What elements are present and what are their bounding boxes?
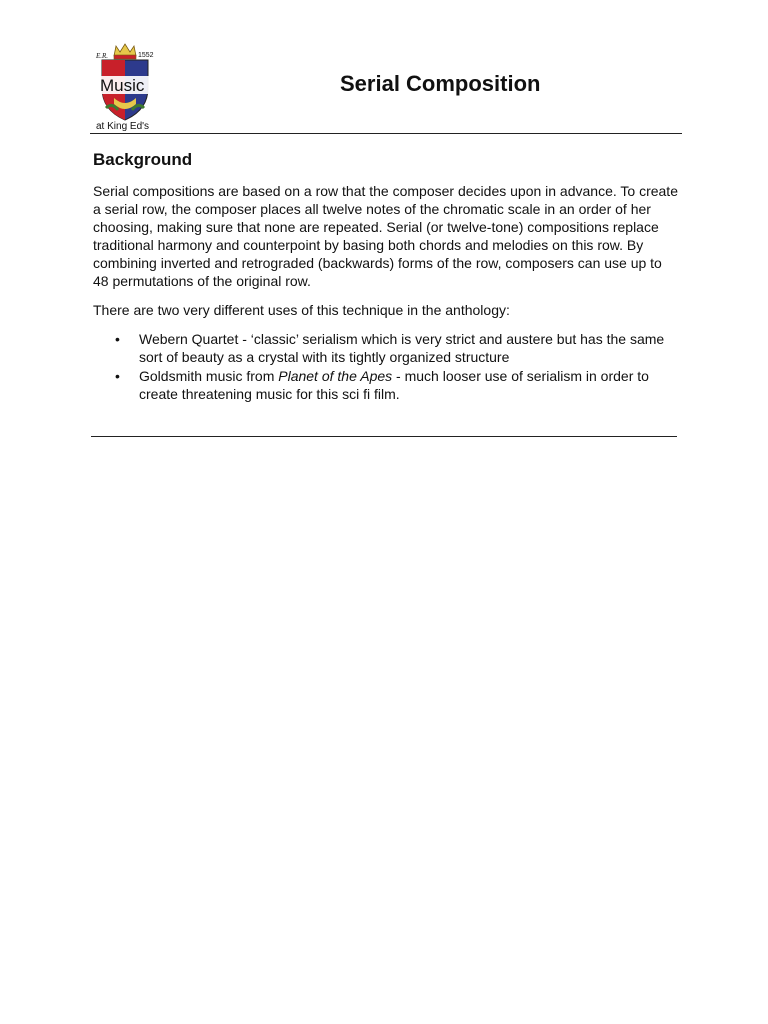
document-body <box>93 150 678 404</box>
crest-word: Music <box>100 76 145 95</box>
crest-initials: E.R. <box>96 52 109 60</box>
paragraph-intro: Serial compositions are based on a row that the composer decides upon in advance. To create a serial row, the composer places all twelve notes of the chromatic scale in an order of her choosing, making sure that none are repeated. Serial (or twelve-tone) compositions replace traditional harmony and counterpoint by basing both chords and melodies on this row. By combining inverted and retrograded (backwards) forms of the row, composers can use up to 48 permutations of the original row. <box>93 183 678 289</box>
bullet-marker: • <box>115 331 120 347</box>
page-title: Serial Composition <box>340 71 541 96</box>
bullet-list <box>93 330 678 403</box>
film-title: Planet of the Apes <box>278 368 393 384</box>
footer-divider <box>91 436 677 437</box>
paragraph-anthology: There are two very different uses of this technique in the anthology: <box>93 302 510 318</box>
list-item-text-before: Goldsmith music from <box>139 368 279 384</box>
bullet-marker: • <box>115 368 120 384</box>
list-item <box>93 367 678 403</box>
list-item-text-after: - much looser use of serialism in order to create threatening music for this sci fi film. <box>139 368 649 402</box>
section-heading: Background <box>93 150 193 169</box>
header-divider <box>90 133 682 134</box>
crest-year: 1552 <box>138 52 154 59</box>
logo-caption: at King Ed's <box>96 121 150 132</box>
list-item <box>93 330 678 366</box>
list-item-text: Webern Quartet - ‘classic’ serialism which is very strict and austere but has the same sort of beauty as a crystal with its tightly organized structure <box>139 331 665 365</box>
